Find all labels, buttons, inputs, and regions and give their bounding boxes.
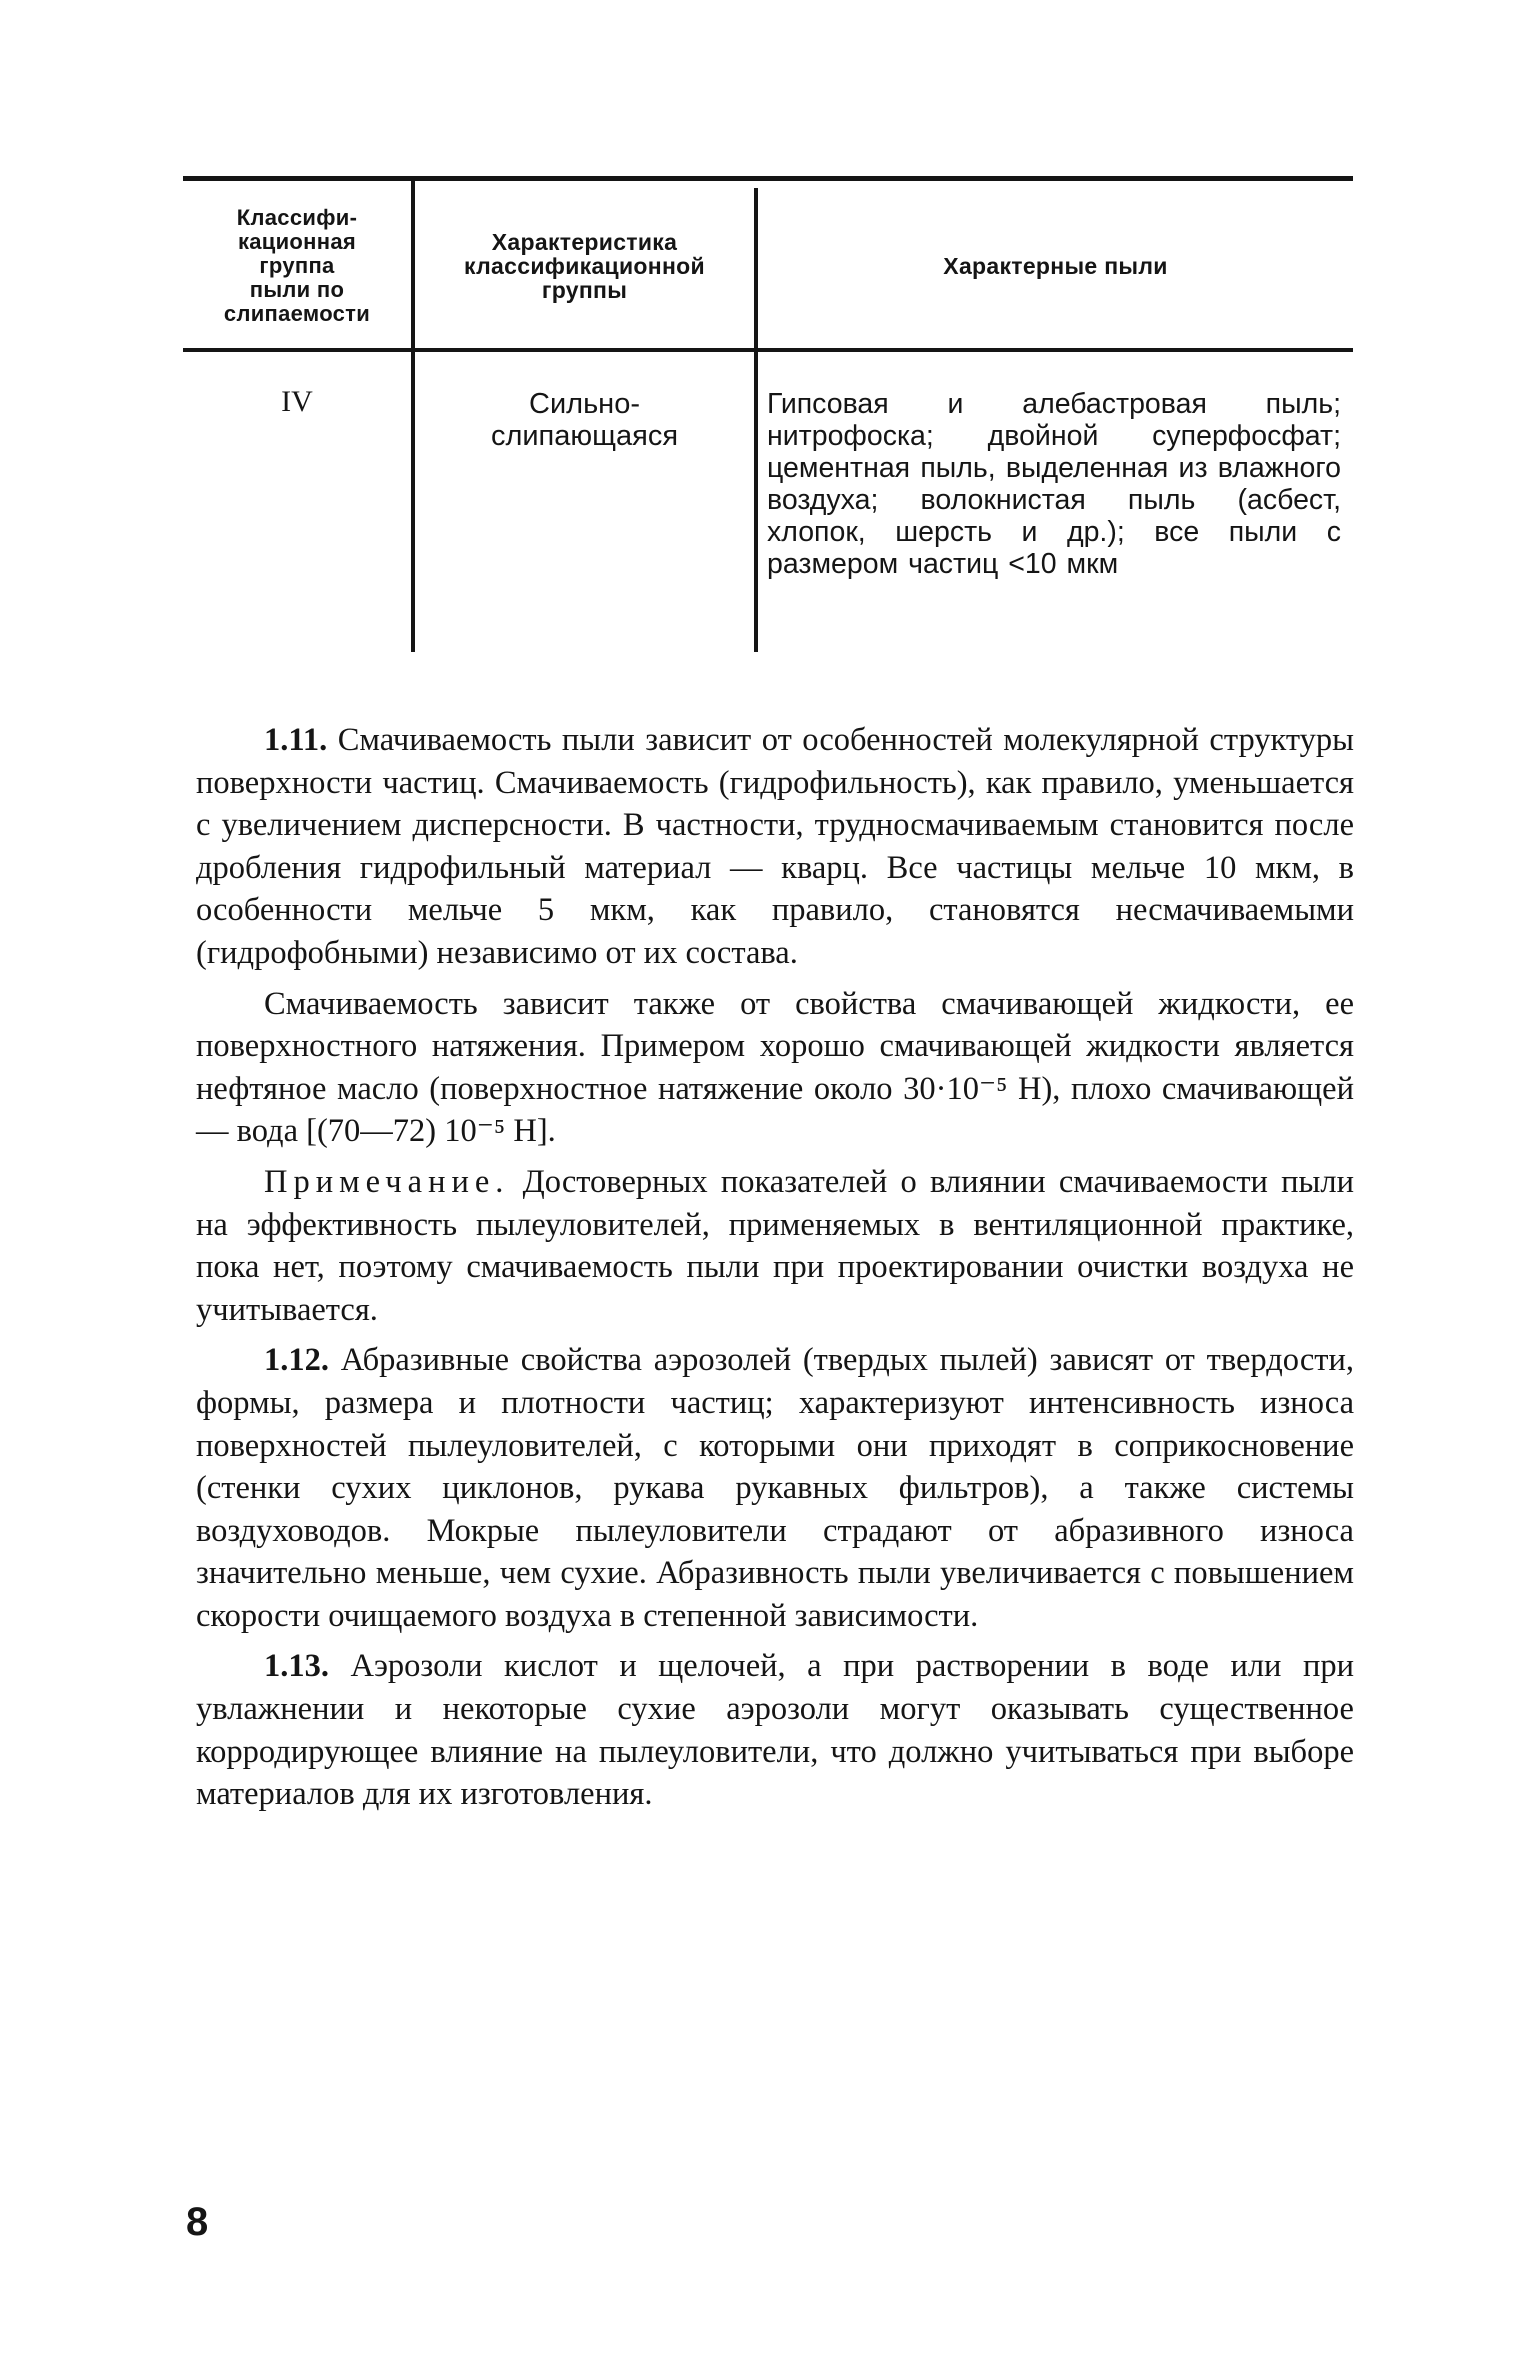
- classification-table: [183, 176, 1353, 678]
- paragraph-wetting: [196, 983, 1354, 1153]
- paragraph-text: Смачиваемость пыли зависит от особенностей молекулярной структуры поверхности частиц. Смачиваемость (гидрофильность), как правило, уменьшается с увеличением дисперсности. В частности, трудносмачиваемым становится после дробления гидрофильный материал — кварц. Все частицы мельче 10 мкм, в особенности мельче 5 мкм, как правило, становятся несмачиваемыми (гидрофобными) независимо от их состава.: [196, 722, 1354, 971]
- header-dusts: Характерные пыли: [943, 253, 1168, 279]
- paragraph-note: [196, 1161, 1354, 1331]
- table-top-rule: [183, 176, 1353, 181]
- section-number: 1.12.: [264, 1342, 329, 1379]
- section-number: 1.13.: [264, 1648, 329, 1685]
- table-header-rule: [183, 348, 1353, 352]
- paragraph-text: Достоверных показателей о влиянии смачиваемости пыли на эффективность пылеуловителей, применяемых в вентиляционной практике, пока нет, поэтому смачиваемость пыли при проектировании очистки воздуха не учитывается.: [196, 1163, 1354, 1328]
- note-label: Примечание.: [264, 1163, 510, 1200]
- paragraph-1-12: [196, 1339, 1354, 1637]
- paragraph-text: Смачиваемость зависит также от свойства смачивающей жидкости, ее поверхностного натяжения. Примером хорошо смачивающей жидкости является нефтяное масло (поверхностное натяжение около 30·10⁻⁵ Н), плохо смачивающей — вода [(70—72) 10⁻⁵ Н].: [196, 985, 1354, 1150]
- cell-characteristic: Сильно- слипающаяся: [490, 388, 679, 452]
- page-number: 8: [186, 2200, 209, 2244]
- body-text: [196, 719, 1354, 1824]
- section-number: 1.11.: [264, 722, 328, 758]
- header-characteristic: Характеристика классификационной группы: [464, 229, 705, 303]
- paragraph-text: Абразивные свойства аэрозолей (твердых пылей) зависят от твердости, формы, размера и плотности частиц; характеризуют интенсивность износа поверхностей пылеуловителей, с которыми они приходят в соприкосновение (стенки сухих циклонов, рукава рукавных фильтров), а также системы воздуховодов. Мокрые пылеуловители страдают от абразивного износа значительно меньше, чем сухие. Абразивность пыли увеличивается с повышением скорости очищаемого воздуха в степенной зависимости.: [196, 1342, 1354, 1634]
- cell-dusts: Гипсовая и алебастровая пыль; нитрофоска; двойной суперфосфат; цементная пыль, выделенная из влажного воздуха; волокнистая пыль (асбест, хлопок, шерсть и др.); все пыли с размером частиц <10 мкм: [767, 388, 1341, 580]
- header-group: Классифи- кационная группа пыли по слипаемости: [223, 205, 371, 326]
- paragraph-text: Аэрозоли кислот и щелочей, а при растворении в воде или при увлажнении и некоторые сухие аэрозоли могут оказывать существенное корродирующее влияние на пылеуловители, что должно учитываться при выборе материалов для их изготовления.: [196, 1648, 1354, 1813]
- paragraph-1-13: [196, 1645, 1354, 1815]
- cell-group: IV: [281, 385, 313, 418]
- table-divider: [754, 352, 758, 652]
- paragraph-1-11: [196, 719, 1354, 975]
